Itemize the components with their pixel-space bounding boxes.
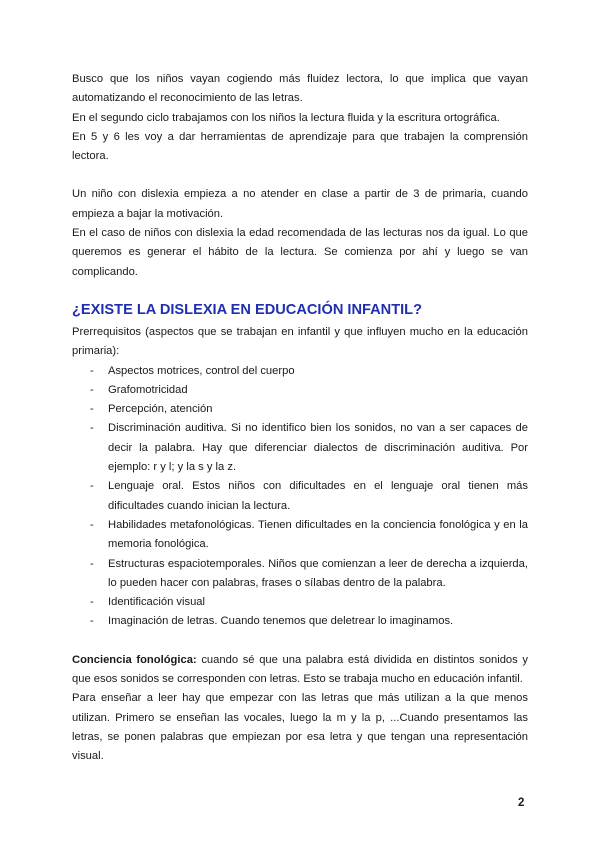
list-item: - Lenguaje oral. Estos niños con dificultades en el lenguaje oral tienen más dificultades cuando inician la lectura. xyxy=(72,477,528,516)
list-item: - Imaginación de letras. Cuando tenemos que deletrear lo imaginamos. xyxy=(72,612,528,631)
conciencia-paragraph xyxy=(72,651,528,690)
dash-marker: - xyxy=(90,518,94,531)
dash-marker: - xyxy=(90,596,94,609)
list-item: - Estructuras espaciotemporales. Niños que comienzan a leer de derecha a izquierda, lo pueden hacer con palabras, frases o sílabas dentro de la palabra. xyxy=(72,555,528,594)
section-heading: ¿EXISTE LA DISLEXIA EN EDUCACIÓN INFANTIL? xyxy=(72,301,422,318)
dash-marker: - xyxy=(90,364,94,377)
list-item: - Identificación visual xyxy=(72,593,528,612)
dash-marker: - xyxy=(90,403,94,416)
dash-marker: - xyxy=(90,557,94,570)
page-number: 2 xyxy=(518,797,525,809)
list-item: - Grafomotricidad xyxy=(72,381,528,400)
intro-paragraph: Prerrequisitos (aspectos que se trabajan en infantil y que influyen mucho en la educación primaria): xyxy=(72,325,528,358)
paragraph: Busco que los niños vayan cogiendo más fluidez lectora, lo que implica que vayan automatizando el reconocimiento de las letras. xyxy=(72,73,528,105)
paragraph: En el segundo ciclo trabajamos con los niños la lectura fluida y la escritura ortográfica. xyxy=(72,111,500,124)
list-item: - Percepción, atención xyxy=(72,400,528,419)
list-item: - Discriminación auditiva. Si no identifico bien los sonidos, no van a ser capaces de decir la palabra. Hay que diferenciar dialectos de discriminación auditiva. Por ejemplo: r y l; y la s y la z. xyxy=(72,419,528,477)
dash-marker: - xyxy=(90,480,94,493)
term-definition: cuando sé que una palabra está dividida en distintos sonidos y que esos sonidos se corresponden con letras. Esto se trabaja mucho en educación infantil. xyxy=(72,653,529,686)
paragraph: Un niño con dislexia empieza a no atender en clase a partir de 3 de primaria, cuando empieza a bajar la motivación. xyxy=(72,188,528,220)
prerequisites-list xyxy=(72,362,528,632)
dash-marker: - xyxy=(90,383,94,396)
dash-marker: - xyxy=(90,422,94,435)
paragraph: Para enseñar a leer hay que empezar con las letras que más utilizan a la que menos utilizan. Primero se enseñan las vocales, luego la m y la p, ...Cuando presentamos las letras, se ponen palabras que empiezan por esa letra y que tengan una representación visual. xyxy=(72,692,528,763)
page-content xyxy=(72,70,528,767)
dash-marker: - xyxy=(90,615,94,628)
list-item: - Habilidades metafonológicas. Tienen dificultades en la conciencia fonológica y en la memoria fonológica. xyxy=(72,516,528,555)
paragraph: En 5 y 6 les voy a dar herramientas de aprendizaje para que trabajen la comprensión lectora. xyxy=(72,130,528,163)
list-item: - Aspectos motrices, control del cuerpo xyxy=(72,362,528,381)
term-label: Conciencia fonológica: xyxy=(72,653,197,666)
paragraph: En el caso de niños con dislexia la edad recomendada de las lecturas nos da igual. Lo que queremos es generar el hábito de la lectura. Se comienza por ahí y luego se van complicando. xyxy=(72,227,528,278)
